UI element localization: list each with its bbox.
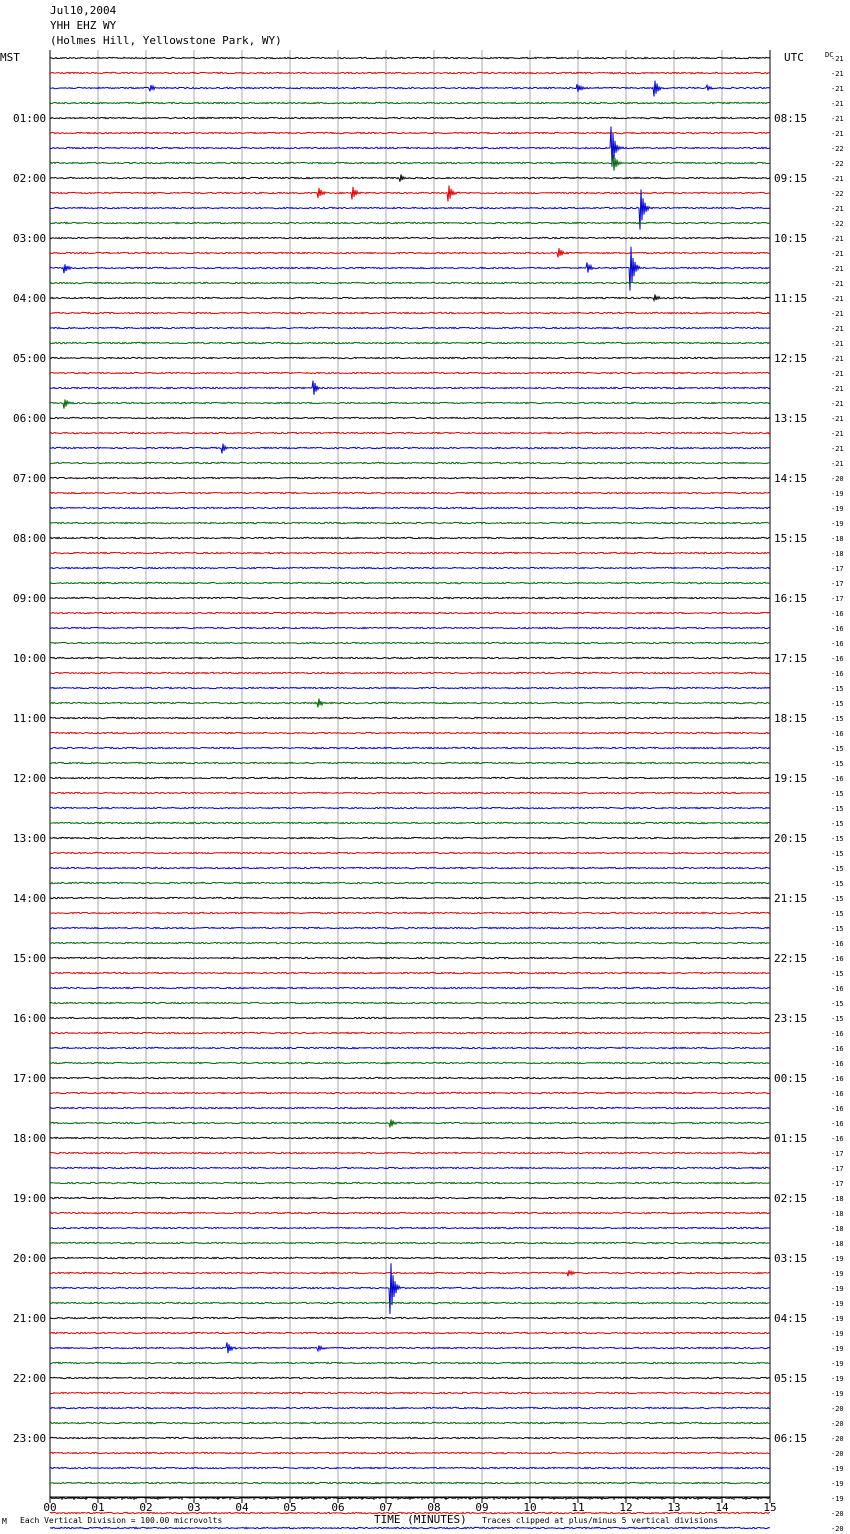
dc-offset-label: -21 [831, 340, 844, 348]
seismic-trace [50, 1342, 770, 1353]
dc-offset-label: -15 [831, 925, 844, 933]
dc-offset-label: -15 [831, 835, 844, 843]
hour-label-right: 14:15 [774, 472, 808, 485]
seismic-trace [50, 185, 770, 201]
hour-label-right: 17:15 [774, 652, 808, 665]
dc-offset-label: -16 [831, 775, 844, 783]
dc-offset-label: -15 [831, 895, 844, 903]
seismic-trace [50, 957, 770, 958]
hour-label-left: 12:00 [13, 772, 47, 785]
dc-offset-label: -18 [831, 1195, 844, 1203]
seismic-trace [50, 717, 770, 718]
dc-offset-label: -19 [831, 490, 844, 498]
seismic-trace [50, 822, 770, 823]
dc-offset-label: -15 [831, 1000, 844, 1008]
dc-offset-label: -19 [831, 1300, 844, 1308]
dc-offset-label: -20 [831, 1420, 844, 1428]
dc-offset-label: -19 [831, 1495, 844, 1503]
hour-label-left: 21:00 [13, 1312, 47, 1325]
seismic-trace [50, 1270, 770, 1276]
dc-offset-label: -16 [831, 670, 844, 678]
dc-offset-labels [831, 55, 844, 1534]
seismic-trace [50, 852, 770, 853]
seismic-trace [50, 399, 770, 408]
hour-label-left: 23:00 [13, 1432, 47, 1445]
dc-offset-label: -17 [831, 1165, 844, 1173]
dc-offset-label: -21 [831, 295, 844, 303]
seismic-trace [50, 372, 770, 373]
seismic-trace [50, 1032, 770, 1033]
dc-offset-label: -22 [831, 220, 844, 228]
dc-offset-label: -20 [831, 1435, 844, 1443]
seismic-trace [50, 522, 770, 523]
seismic-trace [50, 882, 770, 883]
station-location: (Holmes Hill, Yellowstone Park, WY) [50, 34, 282, 47]
dc-offset-label: -16 [831, 1075, 844, 1083]
seismic-trace [50, 987, 770, 988]
left-zone-label: MST [0, 51, 20, 64]
x-tick-label: 09 [475, 1501, 489, 1514]
dc-offset-label: -21 [831, 100, 844, 108]
x-tick-label: 05 [283, 1501, 297, 1514]
hour-label-right: 18:15 [774, 712, 808, 725]
dc-offset-label: -16 [831, 1135, 844, 1143]
seismic-trace [50, 432, 770, 433]
seismic-trace [50, 657, 770, 658]
dc-offset-label: -16 [831, 940, 844, 948]
seismic-trace [50, 1392, 770, 1393]
seismic-trace [50, 1152, 770, 1153]
seismic-trace [50, 327, 770, 328]
x-tick-label: 01 [91, 1501, 105, 1514]
dc-offset-label: -19 [831, 505, 844, 513]
dc-offset-label: -19 [831, 1360, 844, 1368]
hour-label-left: 06:00 [13, 412, 47, 425]
seismic-trace [50, 1407, 770, 1408]
seismic-trace [50, 687, 770, 688]
dc-offset-label: -17 [831, 1150, 844, 1158]
seismic-trace [50, 237, 770, 238]
dc-offset-label: -21 [831, 445, 844, 453]
dc-offset-label: -19 [831, 1345, 844, 1353]
dc-offset-label: -21 [831, 250, 844, 258]
dc-offset-label: -21 [831, 235, 844, 243]
seismic-trace [50, 1077, 770, 1078]
right-time-labels [774, 112, 807, 1445]
dc-offset-label: -18 [831, 1210, 844, 1218]
dc-offset-label: -21 [831, 175, 844, 183]
seismic-trace [50, 189, 770, 229]
seismic-trace [50, 1332, 770, 1333]
seismic-trace [50, 1422, 770, 1423]
dc-offset-label: -15 [831, 970, 844, 978]
seismic-trace [50, 312, 770, 313]
dc-offset-label: -15 [831, 790, 844, 798]
dc-offset-label: -16 [831, 1120, 844, 1128]
x-tick-label: 12 [619, 1501, 633, 1514]
hour-label-right: 08:15 [774, 112, 808, 125]
seismic-trace [50, 342, 770, 343]
hour-label-left: 16:00 [13, 1012, 47, 1025]
hour-label-left: 10:00 [13, 652, 47, 665]
dc-offset-label: -21 [831, 415, 844, 423]
seismic-trace [50, 1362, 770, 1363]
hour-label-right: 05:15 [774, 1372, 808, 1385]
x-tick-label: 14 [715, 1501, 729, 1514]
hour-label-left: 03:00 [13, 232, 47, 245]
seismic-trace [50, 282, 770, 283]
dc-offset-label: -16 [831, 1090, 844, 1098]
seismic-trace [50, 462, 770, 463]
seismic-trace [50, 132, 770, 133]
dc-offset-label: -16 [831, 1105, 844, 1113]
dc-offset-label: -17 [831, 565, 844, 573]
clip-note: Traces clipped at plus/minus 5 vertical divisions [482, 1516, 719, 1525]
x-tick-label: 13 [667, 1501, 681, 1514]
seismic-trace [50, 552, 770, 553]
dc-offset-label: -19 [831, 1330, 844, 1338]
dc-offset-label: -16 [831, 640, 844, 648]
hour-label-right: 13:15 [774, 412, 808, 425]
dc-offset-label: -16 [831, 1045, 844, 1053]
dc-offset-label: -15 [831, 1015, 844, 1023]
hour-label-right: 19:15 [774, 772, 808, 785]
seismic-trace [50, 417, 770, 418]
seismic-trace [50, 699, 770, 708]
seismic-trace [50, 897, 770, 898]
hour-label-right: 01:15 [774, 1132, 808, 1145]
dc-offset-label: -15 [831, 865, 844, 873]
dc-offset-label: -22 [831, 190, 844, 198]
hour-label-left: 19:00 [13, 1192, 47, 1205]
x-tick-label: 00 [43, 1501, 57, 1514]
dc-offset-label: -17 [831, 1180, 844, 1188]
dc-offset-label: -20 [831, 1405, 844, 1413]
seismic-trace [50, 1002, 770, 1003]
dc-offset-label: -21 [831, 310, 844, 318]
seismic-trace [50, 1452, 770, 1453]
hour-label-right: 02:15 [774, 1192, 808, 1205]
dc-offset-label: -21 [831, 460, 844, 468]
seismic-trace [50, 444, 770, 454]
dc-offset-label: -16 [831, 655, 844, 663]
seismic-trace [50, 927, 770, 928]
hour-label-right: 21:15 [774, 892, 808, 905]
dc-offset-label: -21 [831, 400, 844, 408]
dc-offset-label: -19 [831, 1390, 844, 1398]
seismic-trace [50, 1137, 770, 1138]
seismic-trace [50, 777, 770, 778]
dc-offset-label: -16 [831, 625, 844, 633]
dc-offset-label: -19 [831, 1285, 844, 1293]
seismic-trace [50, 1257, 770, 1258]
dc-offset-label: -20 [831, 1510, 844, 1518]
dc-offset-label: -21 [831, 355, 844, 363]
seismic-trace [50, 1242, 770, 1243]
seismic-trace [50, 477, 770, 478]
dc-offset-label: -15 [831, 805, 844, 813]
seismic-trace [50, 582, 770, 583]
seismic-trace [50, 357, 770, 358]
seismic-trace [50, 1182, 770, 1183]
record-date: Jul10,2004 [50, 4, 117, 17]
seismic-trace [50, 57, 770, 58]
seismic-trace [50, 1017, 770, 1018]
dc-header-label: DC [825, 51, 834, 59]
seismic-trace [50, 747, 770, 748]
hour-label-left: 17:00 [13, 1072, 47, 1085]
seismic-trace [50, 1377, 770, 1378]
seismic-trace [50, 117, 770, 118]
hour-label-right: 23:15 [774, 1012, 808, 1025]
seismic-trace [50, 507, 770, 508]
dc-offset-label: -21 [831, 280, 844, 288]
dc-offset-label: -21 [831, 385, 844, 393]
dc-offset-label: -18 [831, 535, 844, 543]
seismic-trace [50, 1527, 770, 1528]
x-tick-label: 10 [523, 1501, 537, 1514]
seismic-trace [50, 72, 770, 73]
dc-offset-label: -21 [831, 205, 844, 213]
dc-offset-label: -15 [831, 715, 844, 723]
dc-offset-label: -21 [831, 130, 844, 138]
hour-label-left: 14:00 [13, 892, 47, 905]
hour-label-right: 03:15 [774, 1252, 808, 1265]
hour-label-right: 16:15 [774, 592, 808, 605]
x-tick-label: 11 [571, 1501, 585, 1514]
seismic-trace [50, 567, 770, 568]
seismic-trace [50, 972, 770, 973]
x-axis-title: TIME (MINUTES) [374, 1513, 467, 1526]
hour-label-left: 09:00 [13, 592, 47, 605]
hour-label-right: 10:15 [774, 232, 808, 245]
x-axis [43, 1497, 776, 1514]
seismic-trace [50, 174, 770, 181]
dc-offset-label: -16 [831, 1060, 844, 1068]
dc-offset-label: -16 [831, 1030, 844, 1038]
dc-offset-label: -21 [831, 370, 844, 378]
x-tick-label: 15 [763, 1501, 777, 1514]
seismic-trace [50, 1302, 770, 1303]
x-tick-label: 07 [379, 1501, 393, 1514]
dc-offset-label: -22 [831, 145, 844, 153]
seismic-trace [50, 807, 770, 808]
hour-label-left: 01:00 [13, 112, 47, 125]
dc-offset-label: -21 [831, 265, 844, 273]
dc-offset-label: -15 [831, 910, 844, 918]
left-time-labels [13, 112, 46, 1445]
seismic-trace [50, 1437, 770, 1438]
seismic-trace [50, 492, 770, 493]
trace-group [50, 57, 770, 1534]
seismic-trace [50, 1062, 770, 1063]
seismic-trace [50, 1092, 770, 1093]
seismic-trace [50, 1263, 770, 1314]
dc-offset-label: -19 [831, 1480, 844, 1488]
corner-mark: M [2, 1517, 7, 1526]
dc-offset-label: -16 [831, 985, 844, 993]
seismic-trace [50, 597, 770, 598]
dc-offset-label: -15 [831, 685, 844, 693]
dc-offset-label: -15 [831, 745, 844, 753]
hour-label-left: 13:00 [13, 832, 47, 845]
seismic-trace [50, 942, 770, 943]
x-tick-label: 03 [187, 1501, 201, 1514]
seismic-trace [50, 627, 770, 628]
hour-label-left: 15:00 [13, 952, 47, 965]
hour-label-left: 18:00 [13, 1132, 47, 1145]
seismic-trace [50, 1467, 770, 1468]
seismic-trace [50, 295, 770, 301]
seismic-trace [50, 867, 770, 868]
hour-label-left: 20:00 [13, 1252, 47, 1265]
right-zone-label: UTC [784, 51, 804, 64]
hour-label-left: 05:00 [13, 352, 47, 365]
dc-offset-label: -19 [831, 1270, 844, 1278]
hour-label-right: 11:15 [774, 292, 808, 305]
dc-offset-label: -19 [831, 1375, 844, 1383]
seismic-trace [50, 642, 770, 643]
seismic-trace [50, 537, 770, 538]
dc-offset-label: -18 [831, 550, 844, 558]
dc-offset-label: -19 [831, 520, 844, 528]
dc-offset-label: -15 [831, 880, 844, 888]
seismic-trace [50, 672, 770, 673]
seismic-trace [50, 1227, 770, 1228]
dc-offset-label: -19 [831, 1465, 844, 1473]
dc-offset-label: -19 [831, 1255, 844, 1263]
seismic-trace [50, 248, 770, 257]
hour-label-left: 07:00 [13, 472, 47, 485]
dc-offset-label: -21 [831, 85, 844, 93]
hour-label-right: 09:15 [774, 172, 808, 185]
dc-offset-label: -20 [831, 1450, 844, 1458]
dc-offset-label: -21 [831, 55, 844, 63]
seismic-trace [50, 155, 770, 171]
minute-grid [50, 50, 770, 1497]
hour-label-right: 04:15 [774, 1312, 808, 1325]
seismic-trace [50, 837, 770, 838]
dc-offset-label: -20 [831, 1525, 844, 1533]
x-tick-label: 04 [235, 1501, 249, 1514]
dc-offset-label: -16 [831, 955, 844, 963]
seismic-trace [50, 102, 770, 103]
seismic-trace [50, 612, 770, 613]
hour-label-left: 11:00 [13, 712, 47, 725]
hour-label-right: 20:15 [774, 832, 808, 845]
seismic-trace [50, 1317, 770, 1318]
hour-label-right: 15:15 [774, 532, 808, 545]
dc-offset-label: -22 [831, 160, 844, 168]
dc-offset-label: -18 [831, 1240, 844, 1248]
seismic-trace [50, 222, 770, 223]
dc-offset-label: -15 [831, 760, 844, 768]
dc-offset-label: -15 [831, 850, 844, 858]
hour-label-left: 22:00 [13, 1372, 47, 1385]
seismic-trace [50, 1119, 770, 1127]
scale-note: Each Vertical Division = 100.00 microvolts [20, 1516, 223, 1525]
hour-label-left: 08:00 [13, 532, 47, 545]
station-code: YHH EHZ WY [50, 19, 117, 32]
seismic-trace [50, 381, 770, 395]
seismic-trace [50, 81, 770, 97]
dc-offset-label: -21 [831, 430, 844, 438]
seismic-trace [50, 912, 770, 913]
dc-offset-label: -20 [831, 475, 844, 483]
seismic-trace [50, 1047, 770, 1048]
seismic-trace [50, 1212, 770, 1213]
dc-offset-label: -17 [831, 580, 844, 588]
seismic-trace [50, 732, 770, 733]
dc-offset-label: -21 [831, 70, 844, 78]
hour-label-right: 22:15 [774, 952, 808, 965]
seismic-trace [50, 762, 770, 763]
hour-label-right: 00:15 [774, 1072, 808, 1085]
dc-offset-label: -15 [831, 820, 844, 828]
seismic-trace [50, 792, 770, 793]
x-tick-label: 06 [331, 1501, 345, 1514]
hour-label-right: 06:15 [774, 1432, 808, 1445]
dc-offset-label: -17 [831, 595, 844, 603]
hour-label-left: 04:00 [13, 292, 47, 305]
dc-offset-label: -21 [831, 115, 844, 123]
dc-offset-label: -16 [831, 730, 844, 738]
seismic-trace [50, 1482, 770, 1483]
dc-offset-label: -16 [831, 610, 844, 618]
hour-label-right: 12:15 [774, 352, 808, 365]
hour-label-left: 02:00 [13, 172, 47, 185]
seismic-trace [50, 1107, 770, 1108]
x-tick-label: 08 [427, 1501, 441, 1514]
seismic-trace [50, 1167, 770, 1168]
dc-offset-label: -15 [831, 700, 844, 708]
seismic-trace [50, 1197, 770, 1198]
x-tick-label: 02 [139, 1501, 153, 1514]
dc-offset-label: -19 [831, 1315, 844, 1323]
dc-offset-label: -18 [831, 1225, 844, 1233]
dc-offset-label: -21 [831, 325, 844, 333]
